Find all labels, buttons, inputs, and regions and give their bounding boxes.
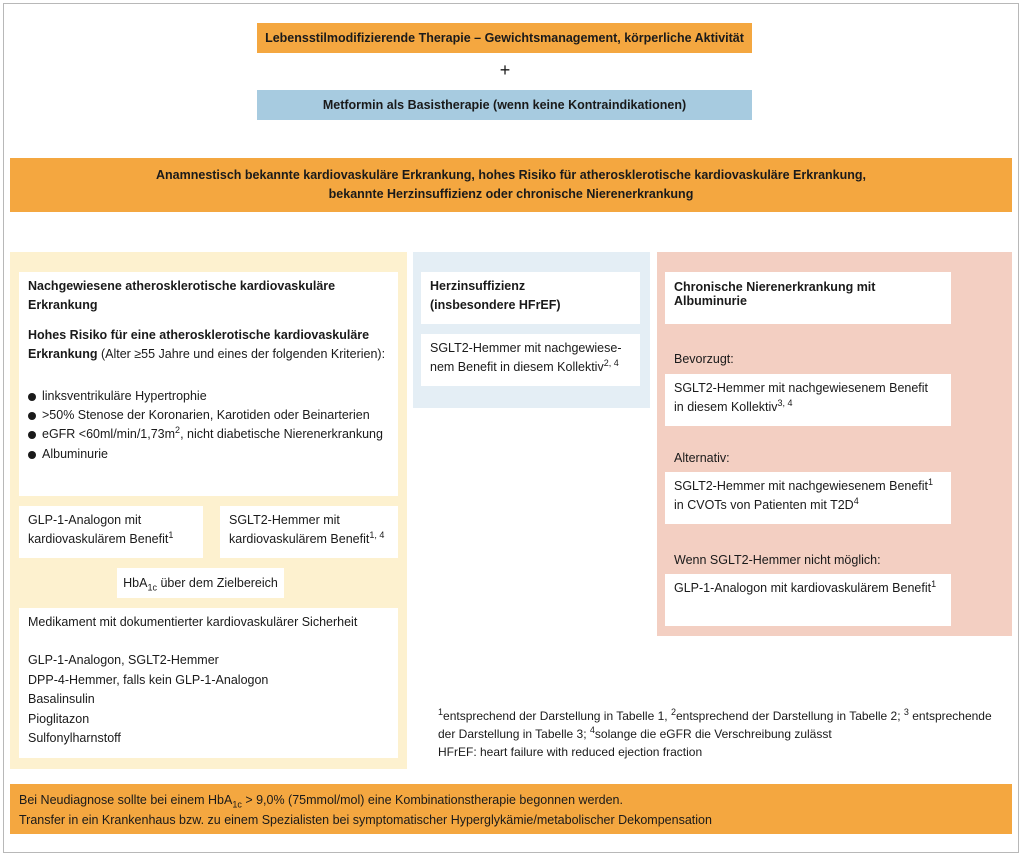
bottom-line-2: Transfer in ein Krankenhaus bzw. zu einem Spezialisten bei symptomatischer Hyperglykämie/metabolischer Dekompensation [19, 813, 712, 827]
no-sglt2-sup: 1 [931, 578, 937, 589]
metformin-text: Metformin als Basistherapie (wenn keine Kontraindikationen) [322, 98, 687, 112]
hf-title-line-1: Herzinsuffizienz [430, 279, 526, 293]
bottom-line-1-sub: 1c [232, 799, 242, 810]
criteria-text: >50% Stenose der Koronarien, Karotiden oder Beinarterien [42, 407, 370, 422]
footnote-text: entsprechende [908, 709, 992, 723]
alt-label-text: Alternativ: [674, 451, 730, 465]
bottom-line-1-pre: Bei Neudiagnose sollte bei einem HbA [19, 793, 233, 807]
footnote-num: 1 [438, 707, 444, 717]
risk-banner [10, 158, 1012, 212]
alt-line-1 [674, 477, 942, 496]
no-sglt2-label-text: Wenn SGLT2-Hemmer nicht möglich: [674, 553, 881, 567]
safety-item: GLP-1-Analogon, SGLT2-Hemmer [28, 653, 219, 668]
bottom-banner [10, 784, 1012, 834]
risk-title-line-1: Hohes Risiko für eine atherosklerotische kardiovaskuläre [28, 327, 370, 342]
ascvd-title-line-1: Nachgewiesene atherosklerotische kardiovaskuläre [28, 279, 336, 293]
hf-title-box [421, 272, 640, 324]
footnote-text: der Darstellung in Tabelle 3; [438, 727, 590, 741]
no-sglt2-box [665, 574, 951, 626]
pref-label [674, 352, 934, 370]
glp1-line-1: GLP-1-Analogon mit [28, 513, 142, 527]
sglt2-sup: 1, 4 [369, 530, 385, 541]
footnote-text: solange die eGFR die Verschreibung zulässt [594, 727, 832, 741]
alt-line-1-text: SGLT2-Hemmer mit nachgewiesenem Benefit [674, 479, 929, 493]
safety-item: Basalinsulin [28, 692, 95, 707]
footnote-num: 3 [903, 707, 909, 717]
metformin-box [257, 90, 752, 120]
pref-label-text: Bevorzugt: [674, 352, 734, 366]
glp1-sup: 1 [168, 530, 174, 541]
criteria-sup: 2 [175, 425, 181, 436]
hf-therapy-box [421, 334, 640, 386]
safety-item: Sulfonylharnstoff [28, 730, 121, 745]
alt-sup-1: 1 [928, 476, 934, 487]
sglt2-line-2 [229, 530, 389, 549]
alt-line-2-text: in CVOTs von Patienten mit T2D [674, 498, 854, 513]
hf-body-line-2-text: nem Benefit in diesem Kollektiv [430, 360, 604, 375]
ascvd-criteria-card [19, 272, 398, 496]
risk-title-line-2 [28, 345, 389, 364]
hba1c-box [117, 568, 284, 598]
footnote-text: entsprechend der Darstellung in Tabelle 2; [675, 709, 904, 723]
footnote-num: 2 [670, 707, 676, 717]
ckd-title: Chronische Nierenerkrankung mit Albuminurie [674, 280, 876, 308]
banner-line-1: Anamnestisch bekannte kardiovaskuläre Erkrankung, hohes Risiko für atherosklerotische kardiovaskuläre Erkrankung, [156, 167, 866, 182]
banner-line-2: bekannte Herzinsuffizienz oder chronische Nierenerkrankung [328, 187, 694, 201]
hf-body-line-2 [430, 358, 631, 377]
alt-sup-2: 4 [853, 496, 859, 507]
ckd-title-box [665, 272, 951, 324]
alt-box [665, 472, 951, 524]
no-sglt2-text: GLP-1-Analogon mit kardiovaskulärem Benefit [674, 581, 932, 595]
ascvd-title-line-2: Erkrankung [28, 298, 98, 313]
lifestyle-text: Lebensstilmodifizierende Therapie – Gewichtsmanagement, körperliche Aktivität [265, 31, 744, 45]
plus-text: + [499, 59, 511, 80]
alt-label [674, 451, 934, 469]
criteria-item [28, 406, 389, 425]
pref-line-2-text: in diesem Kollektiv [674, 400, 778, 415]
footnote-num: 4 [589, 725, 595, 735]
hba1c-text [123, 576, 278, 593]
bottom-line-1 [19, 790, 1003, 810]
hf-sup: 2, 4 [603, 358, 619, 369]
criteria-item [28, 387, 389, 406]
footnote-text: entsprechend der Darstellung in Tabelle 1, [443, 709, 671, 723]
no-sglt2-line-1 [674, 579, 942, 598]
sglt2-line-2-text: kardiovaskulärem Benefit [229, 532, 370, 547]
glp1-box [19, 506, 203, 558]
safety-title: Medikament mit dokumentierter kardiovaskulärer Sicherheit [28, 615, 358, 629]
pref-sup: 3, 4 [777, 398, 793, 409]
glp1-line-2-text: kardiovaskulärem Benefit [28, 532, 169, 547]
risk-title-rest: (Alter ≥55 Jahre und eines der folgenden Kriterien): [97, 347, 386, 362]
glp1-line-2 [28, 530, 194, 549]
no-sglt2-label [674, 553, 944, 571]
safety-item: DPP-4-Hemmer, falls kein GLP-1-Analogon [28, 672, 269, 687]
pref-line-1: SGLT2-Hemmer mit nachgewiesenem Benefit [674, 381, 929, 395]
criteria-text: linksventrikuläre Hypertrophie [42, 388, 207, 403]
hba1c-sub: 1c [147, 582, 157, 593]
footnote-line-1 [438, 707, 1016, 725]
footnote-line-2 [438, 725, 1016, 743]
safety-item: Pioglitazon [28, 711, 90, 726]
lifestyle-box [257, 23, 752, 53]
sglt2-box [220, 506, 398, 558]
risk-criteria-list [28, 387, 389, 465]
alt-line-2 [674, 496, 942, 515]
sglt2-line-1: SGLT2-Hemmer mit [229, 513, 340, 527]
hf-title-line-2: (insbesondere HFrEF) [430, 298, 561, 313]
pref-box [665, 374, 951, 426]
risk-title-bold: Erkrankung [28, 347, 98, 362]
cv-safety-card [19, 608, 398, 758]
criteria-text: Albuminurie [42, 446, 109, 461]
footnotes [438, 707, 1016, 767]
criteria-item [28, 425, 389, 444]
criteria-text-rest: , nicht diabetische Nierenerkrankung [180, 427, 383, 442]
criteria-text: eGFR <60ml/min/1,73m [42, 427, 176, 442]
criteria-item [28, 445, 389, 464]
hba1c-pre: HbA [123, 576, 148, 590]
pref-line-2 [674, 398, 942, 417]
hba1c-post: über dem Zielbereich [156, 576, 278, 590]
bottom-line-1-post: > 9,0% (75mmol/mol) eine Kombinationstherapie begonnen werden. [241, 793, 623, 807]
footnote-line-3: HFrEF: heart failure with reduced ejection fraction [438, 745, 703, 759]
hf-body-line-1: SGLT2-Hemmer mit nachgewiese- [430, 341, 622, 355]
plus-sign [490, 58, 520, 82]
